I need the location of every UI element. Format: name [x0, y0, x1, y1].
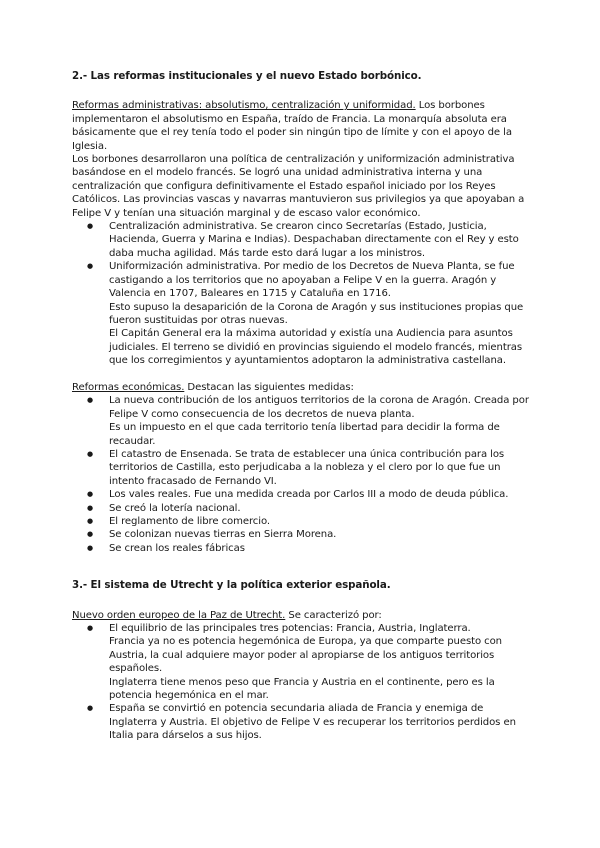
list-item: ● El catastro de Ensenada. Se trata de establecer una única contribución para los territorios de Castilla, esto perjudicaba a la nobleza y el clero por lo que fue un intento fracasado de Fernando VI.	[72, 448, 534, 488]
econ-paragraph	[72, 381, 534, 394]
section-3-title: 3.- El sistema de Utrecht y la política exterior española.	[72, 579, 391, 592]
document-page	[72, 70, 534, 743]
admin-intro: Los borbones implementaron el absolutismo en España, traído de Francia. La monarquía absoluta era básicamente que el rey tenía todo el poder sin ningún tipo de límite y con el apoyo de la Iglesia.	[72, 100, 512, 152]
admin-paragraph-2: Los borbones desarrollaron una política de centralización y uniformización administrativa basándose en el modelo francés. Se logró una unidad administrativa interna y una centralización que configura definitivamente el Estado español iniciado por los Reyes Católicos. Las provincias vascas y navarras mantuvieron sus privilegios ya que apoyaban a Felipe V y tenían una situación marginal y de escaso valor económico.	[72, 154, 525, 219]
section-2-title: 2.- Las reformas institucionales y el nuevo Estado borbónico.	[72, 70, 422, 82]
econ-heading: Reformas económicas.	[72, 381, 185, 393]
utrecht-paragraph	[72, 609, 534, 622]
utrecht-heading: Nuevo orden europeo de la Paz de Utrecht.	[72, 609, 286, 621]
list-item: ● Se crean los reales fábricas	[72, 542, 534, 555]
utrecht-intro: Se caracterizó por:	[285, 609, 382, 621]
list-item: ● España se convirtió en potencia secundaria aliada de Francia y enemiga de Inglaterra y Austria. El objetivo de Felipe V es recuperar los territorios perdidos en Italia para dárselos a sus hijos.	[72, 702, 534, 742]
econ-intro: Destacan las siguientes medidas:	[184, 381, 354, 393]
list-item: ● Se creó la lotería nacional.	[72, 502, 534, 515]
econ-list	[72, 394, 534, 555]
list-item: ● Uniformización administrativa. Por medio de los Decretos de Nueva Planta, se fue castigando a los territorios que no apoyaban a Felipe V en la guerra. Aragón y Valencia en 1707, Baleares en 1715 y Cataluña en 1716. Esto supuso la desaparición de la Corona de Aragón y sus instituciones propias que fueron sustituidas por otras nuevas. El Capitán General era la máxima autoridad y existía una Audiencia para asuntos judiciales. El terreno se dividió en provincias siguiendo el modelo francés, mientras que los corregimientos y ayuntamientos adoptaron la administrativa castellana.	[72, 260, 534, 367]
list-item: ● La nueva contribución de los antiguos territorios de la corona de Aragón. Creada por Felipe V como consecuencia de los decretos de nueva planta. Es un impuesto en el que cada territorio tenía libertad para decidir la forma de recaudar.	[72, 394, 534, 448]
admin-paragraph	[72, 99, 534, 153]
list-item: ● Se colonizan nuevas tierras en Sierra Morena.	[72, 528, 534, 541]
utrecht-list	[72, 622, 534, 743]
admin-heading: Reformas administrativas: absolutismo, centralización y uniformidad.	[72, 100, 416, 112]
list-item: ● El equilibrio de las principales tres potencias: Francia, Austria, Inglaterra. Francia ya no es potencia hegemónica de Europa, ya que comparte puesto con Austria, la cual adquiere mayor poder al apropiarse de los antiguos territorios españoles. Inglaterra tiene menos peso que Francia y Austria en el continente, pero es la potencia hegemónica en el mar.	[72, 622, 534, 702]
admin-list	[72, 220, 534, 367]
list-item: ● Los vales reales. Fue una medida creada por Carlos III a modo de deuda pública.	[72, 488, 534, 501]
list-item: ● El reglamento de libre comercio.	[72, 515, 534, 528]
list-item: ● Centralización administrativa. Se crearon cinco Secretarías (Estado, Justicia, Hacienda, Guerra y Marina e Indias). Despachaban directamente con el Rey y esto daba mucha agilidad. Más tarde esto dará lugar a los ministros.	[72, 220, 534, 260]
